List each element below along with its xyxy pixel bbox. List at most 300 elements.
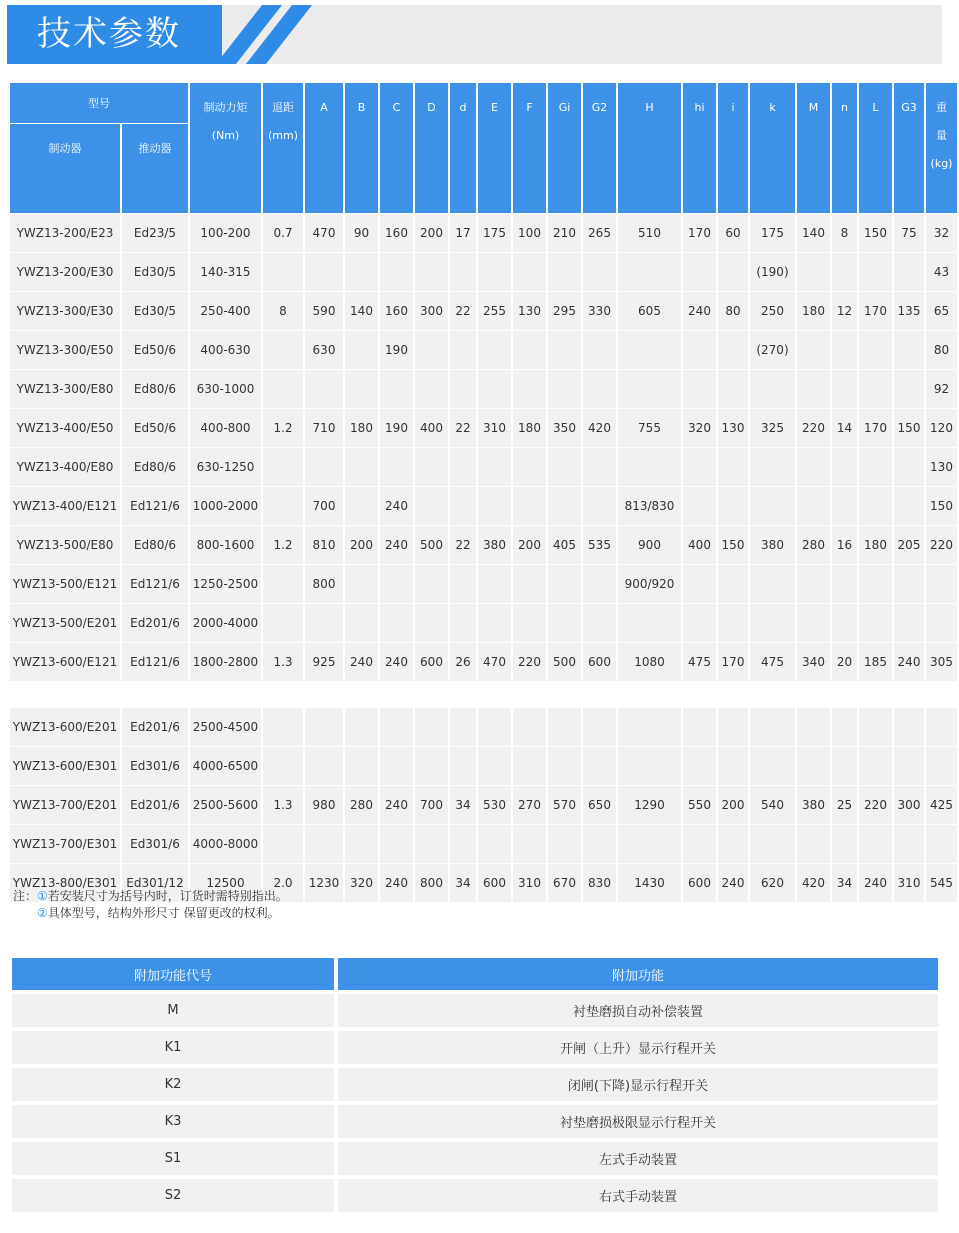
table-cell: 90 (345, 214, 378, 253)
table-cell: 140 (797, 214, 830, 253)
table-cell: 630 (305, 331, 343, 370)
table-cell (380, 565, 413, 604)
table-cell: 650 (583, 786, 616, 825)
table-cell (478, 253, 511, 292)
table-row (10, 214, 957, 253)
table-cell (926, 565, 957, 604)
table-cell (548, 370, 581, 409)
table-cell: Ed121/6 (122, 487, 188, 526)
table-cell (263, 708, 303, 747)
table-cell: 4000-8000 (190, 825, 261, 864)
table-cell: 1290 (618, 786, 681, 825)
table-cell (513, 253, 546, 292)
table-cell: 813/830 (618, 487, 681, 526)
table-cell (618, 747, 681, 786)
table-cell (797, 604, 830, 643)
table-cell (683, 747, 716, 786)
table-cell: YWZ13-500/E80 (10, 526, 120, 565)
table-cell: 25 (832, 786, 857, 825)
table-cell: 180 (797, 292, 830, 331)
table-cell: 620 (750, 864, 795, 903)
table-cell (683, 565, 716, 604)
table-cell: 220 (797, 409, 830, 448)
table-cell (859, 448, 892, 487)
table-cell: 26 (450, 643, 476, 682)
table-cell: 220 (926, 526, 957, 565)
header-dim: L (859, 83, 892, 214)
table-cell (513, 487, 546, 526)
table-cell: 380 (750, 526, 795, 565)
table-cell (305, 825, 343, 864)
table-cell: 22 (450, 409, 476, 448)
table-cell (718, 253, 748, 292)
table-cell: 500 (548, 643, 581, 682)
table-cell: 700 (415, 786, 448, 825)
table-cell (797, 370, 830, 409)
table-cell: YWZ13-300/E80 (10, 370, 120, 409)
header-model: 型号 (10, 83, 188, 124)
table-cell (380, 825, 413, 864)
table-cell: 400-800 (190, 409, 261, 448)
table-cell (926, 825, 957, 864)
addon-row (12, 1179, 938, 1212)
table-cell (832, 747, 857, 786)
table-cell (832, 370, 857, 409)
table-cell (618, 370, 681, 409)
table-cell (894, 487, 924, 526)
table-cell: YWZ13-500/E201 (10, 604, 120, 643)
table-cell: 600 (415, 643, 448, 682)
header-torque (190, 83, 261, 214)
table-cell: 710 (305, 409, 343, 448)
table-cell (305, 370, 343, 409)
table-cell (548, 331, 581, 370)
addon-header-code: 附加功能代号 (12, 958, 334, 990)
table-cell (548, 448, 581, 487)
table-cell: 900 (618, 526, 681, 565)
header-dim: M (797, 83, 830, 214)
table-cell: 300 (415, 292, 448, 331)
table-cell (548, 708, 581, 747)
table-cell (548, 747, 581, 786)
table-cell: Ed80/6 (122, 370, 188, 409)
note-text: 具体型号，结构外形尺寸 保留更改的权利。 (47, 906, 280, 920)
table-cell: YWZ13-800/E301 (10, 864, 120, 903)
header-dim: i (718, 83, 748, 214)
table-cell: (270) (750, 331, 795, 370)
table-cell: 175 (750, 214, 795, 253)
table-cell (478, 708, 511, 747)
table-cell: 180 (345, 409, 378, 448)
table-cell (415, 747, 448, 786)
header-retreat-unit: (mm) (267, 129, 298, 142)
table-cell: YWZ13-700/E201 (10, 786, 120, 825)
table-cell: 1.3 (263, 786, 303, 825)
table-cell: 925 (305, 643, 343, 682)
table-row (10, 604, 957, 643)
addon-row (12, 1031, 938, 1064)
table-cell: 240 (683, 292, 716, 331)
table-cell: 130 (718, 409, 748, 448)
table-cell: 0.7 (263, 214, 303, 253)
header-dim: hi (683, 83, 716, 214)
table-cell: YWZ13-600/E121 (10, 643, 120, 682)
table-cell (263, 331, 303, 370)
addon-code: K1 (12, 1031, 334, 1064)
table-cell (683, 708, 716, 747)
table-cell (894, 604, 924, 643)
table-cell (478, 565, 511, 604)
table-cell: 20 (832, 643, 857, 682)
table-cell: 22 (450, 526, 476, 565)
table-cell (718, 708, 748, 747)
table-cell (415, 604, 448, 643)
table-cell (583, 487, 616, 526)
table-row (10, 747, 957, 786)
table-cell: 630-1000 (190, 370, 261, 409)
table-cell: 400-630 (190, 331, 261, 370)
table-cell (750, 448, 795, 487)
header-dim: n (832, 83, 857, 214)
table-cell: 135 (894, 292, 924, 331)
table-cell: 380 (478, 526, 511, 565)
header-dim: F (513, 83, 546, 214)
table-cell: 240 (380, 487, 413, 526)
table-cell (718, 565, 748, 604)
table-cell: 630-1250 (190, 448, 261, 487)
table-cell: 420 (797, 864, 830, 903)
table-cell: YWZ13-400/E121 (10, 487, 120, 526)
table-row (10, 487, 957, 526)
table-cell: Ed80/6 (122, 526, 188, 565)
table-cell: 600 (683, 864, 716, 903)
table-cell: 8 (832, 214, 857, 253)
table-cell (894, 565, 924, 604)
table-cell (797, 448, 830, 487)
table-cell: 1430 (618, 864, 681, 903)
table-cell: Ed50/6 (122, 331, 188, 370)
table-cell: 600 (583, 643, 616, 682)
table-cell: 310 (513, 864, 546, 903)
table-cell (618, 331, 681, 370)
table-cell (718, 487, 748, 526)
header-retreat (263, 83, 303, 214)
table-cell: 2000-4000 (190, 604, 261, 643)
table-cell (345, 747, 378, 786)
table-cell (797, 253, 830, 292)
table-cell: 250 (750, 292, 795, 331)
header-retreat-label: 退距 (272, 101, 294, 114)
table-cell: 240 (718, 864, 748, 903)
table-cell: 600 (478, 864, 511, 903)
table-cell (894, 370, 924, 409)
table-cell (718, 604, 748, 643)
table-cell (583, 448, 616, 487)
table-cell: 295 (548, 292, 581, 331)
table-cell (345, 487, 378, 526)
header-dim: Gi (548, 83, 581, 214)
table-cell (478, 331, 511, 370)
table-cell: 190 (380, 331, 413, 370)
table-cell (345, 253, 378, 292)
table-cell (263, 825, 303, 864)
table-cell (548, 487, 581, 526)
header-weight (926, 83, 957, 214)
table-cell (583, 370, 616, 409)
table-cell (894, 331, 924, 370)
table-cell (513, 370, 546, 409)
table-cell: 185 (859, 643, 892, 682)
table-cell (750, 565, 795, 604)
table-cell: 1230 (305, 864, 343, 903)
table-cell (345, 565, 378, 604)
table-gap (10, 682, 957, 708)
table-cell: 1.2 (263, 526, 303, 565)
table-cell (683, 448, 716, 487)
table-cell (683, 253, 716, 292)
table-cell: 240 (380, 643, 413, 682)
table-cell: YWZ13-300/E50 (10, 331, 120, 370)
table-cell (894, 253, 924, 292)
table-cell: 4000-6500 (190, 747, 261, 786)
table-cell: 800-1600 (190, 526, 261, 565)
table-cell: 34 (832, 864, 857, 903)
table-cell (263, 565, 303, 604)
table-cell (450, 708, 476, 747)
table-cell: 200 (345, 526, 378, 565)
table-cell (305, 604, 343, 643)
table-cell (450, 448, 476, 487)
table-cell: 800 (415, 864, 448, 903)
table-cell: 2500-4500 (190, 708, 261, 747)
table-cell (718, 448, 748, 487)
table-cell (380, 747, 413, 786)
table-cell: 570 (548, 786, 581, 825)
header-dim: D (415, 83, 448, 214)
table-cell: 130 (513, 292, 546, 331)
note-prefix: 注： (13, 889, 38, 903)
addon-function: 右式手动装置 (338, 1179, 938, 1212)
table-cell (415, 448, 448, 487)
table-cell (583, 565, 616, 604)
table-cell (450, 370, 476, 409)
table-cell: 2500-5600 (190, 786, 261, 825)
table-cell: 80 (718, 292, 748, 331)
table-cell: 1000-2000 (190, 487, 261, 526)
header-dim: A (305, 83, 343, 214)
table-cell: 280 (797, 526, 830, 565)
table-cell (718, 747, 748, 786)
table-cell (513, 448, 546, 487)
table-cell: 255 (478, 292, 511, 331)
table-cell: YWZ13-500/E121 (10, 565, 120, 604)
table-cell (380, 708, 413, 747)
addon-row (12, 1142, 938, 1175)
addon-code: M (12, 994, 334, 1027)
table-cell: 545 (926, 864, 957, 903)
table-cell: 1080 (618, 643, 681, 682)
table-cell (832, 253, 857, 292)
table-cell: YWZ13-300/E30 (10, 292, 120, 331)
header-dim: H (618, 83, 681, 214)
table-cell (683, 487, 716, 526)
table-cell (478, 747, 511, 786)
table-cell: (190) (750, 253, 795, 292)
table-row (10, 409, 957, 448)
table-cell: 590 (305, 292, 343, 331)
table-cell: 140-315 (190, 253, 261, 292)
table-row (10, 331, 957, 370)
table-cell: 1800-2800 (190, 643, 261, 682)
addon-code: S2 (12, 1179, 334, 1212)
table-cell (548, 253, 581, 292)
addon-code: K3 (12, 1105, 334, 1138)
table-cell (618, 604, 681, 643)
addon-code: K2 (12, 1068, 334, 1101)
table-cell: 265 (583, 214, 616, 253)
table-cell (513, 747, 546, 786)
table-cell: 240 (894, 643, 924, 682)
table-cell (750, 370, 795, 409)
table-cell (415, 331, 448, 370)
addon-function: 左式手动装置 (338, 1142, 938, 1175)
table-cell (683, 331, 716, 370)
page-title: 技术参数 (7, 5, 222, 64)
table-cell: 17 (450, 214, 476, 253)
table-cell: 400 (683, 526, 716, 565)
addon-code: S1 (12, 1142, 334, 1175)
header-brake: 制动器 (10, 124, 120, 214)
table-cell: YWZ13-400/E50 (10, 409, 120, 448)
table-cell (263, 747, 303, 786)
table-cell (832, 825, 857, 864)
table-row (10, 786, 957, 825)
table-cell: YWZ13-400/E80 (10, 448, 120, 487)
table-cell: 535 (583, 526, 616, 565)
table-cell: Ed201/6 (122, 786, 188, 825)
table-cell (832, 565, 857, 604)
table-row (10, 448, 957, 487)
table-cell: 34 (450, 786, 476, 825)
table-cell: 475 (750, 643, 795, 682)
table-cell: 500 (415, 526, 448, 565)
table-cell (415, 487, 448, 526)
table-cell (859, 487, 892, 526)
table-cell: 150 (718, 526, 748, 565)
addon-header-function: 附加功能 (338, 958, 938, 990)
table-cell (263, 604, 303, 643)
table-cell: 175 (478, 214, 511, 253)
table-cell: 170 (859, 292, 892, 331)
table-cell: 220 (859, 786, 892, 825)
table-cell (718, 825, 748, 864)
table-cell (750, 825, 795, 864)
table-cell (797, 747, 830, 786)
table-cell (894, 448, 924, 487)
note-line-2 (13, 905, 288, 922)
table-cell: 1.3 (263, 643, 303, 682)
header-pusher: 推动器 (122, 124, 188, 214)
header-dim: G2 (583, 83, 616, 214)
table-cell (450, 565, 476, 604)
table-cell (832, 708, 857, 747)
table-cell (583, 825, 616, 864)
table-cell: 160 (380, 214, 413, 253)
header-dim: d (450, 83, 476, 214)
table-cell (750, 747, 795, 786)
table-cell (478, 604, 511, 643)
header-weight-part: 量 (936, 129, 947, 142)
table-cell: 420 (583, 409, 616, 448)
table-cell (859, 747, 892, 786)
table-cell: 830 (583, 864, 616, 903)
table-cell: 400 (415, 409, 448, 448)
table-cell: 530 (478, 786, 511, 825)
table-cell: 170 (683, 214, 716, 253)
table-cell (618, 708, 681, 747)
table-cell (450, 604, 476, 643)
table-cell: Ed201/6 (122, 708, 188, 747)
table-cell (750, 487, 795, 526)
table-cell: 330 (583, 292, 616, 331)
table-cell (926, 708, 957, 747)
table-row (10, 370, 957, 409)
table-cell: Ed121/6 (122, 643, 188, 682)
table-cell: 240 (380, 786, 413, 825)
table-cell: 220 (513, 643, 546, 682)
table-cell: Ed50/6 (122, 409, 188, 448)
table-cell (548, 825, 581, 864)
table-cell: 305 (926, 643, 957, 682)
table-cell: 510 (618, 214, 681, 253)
table-cell: 32 (926, 214, 957, 253)
table-cell (478, 448, 511, 487)
header-weight-part: 重 (936, 101, 947, 114)
table-cell: 540 (750, 786, 795, 825)
table-row (10, 643, 957, 682)
table-cell (415, 370, 448, 409)
table-cell: 240 (380, 526, 413, 565)
table-cell: 16 (832, 526, 857, 565)
table-cell: 810 (305, 526, 343, 565)
addon-table (8, 954, 942, 1216)
table-cell (797, 331, 830, 370)
table-cell (583, 331, 616, 370)
note-index: ② (37, 906, 48, 920)
table-cell (478, 370, 511, 409)
title-banner (7, 5, 942, 64)
table-cell (750, 604, 795, 643)
table-cell: 120 (926, 409, 957, 448)
table-cell: 180 (859, 526, 892, 565)
table-cell: 14 (832, 409, 857, 448)
table-cell: 150 (859, 214, 892, 253)
table-cell: 150 (926, 487, 957, 526)
table-cell (263, 448, 303, 487)
table-cell: 425 (926, 786, 957, 825)
table-cell: 12500 (190, 864, 261, 903)
table-cell (859, 370, 892, 409)
header-torque-unit: (Nm) (211, 129, 240, 142)
table-cell (450, 253, 476, 292)
table-cell (513, 825, 546, 864)
table-cell: Ed301/12 (122, 864, 188, 903)
table-cell: 22 (450, 292, 476, 331)
table-cell (583, 604, 616, 643)
table-cell: YWZ13-600/E301 (10, 747, 120, 786)
table-cell (345, 708, 378, 747)
table-cell: 200 (718, 786, 748, 825)
